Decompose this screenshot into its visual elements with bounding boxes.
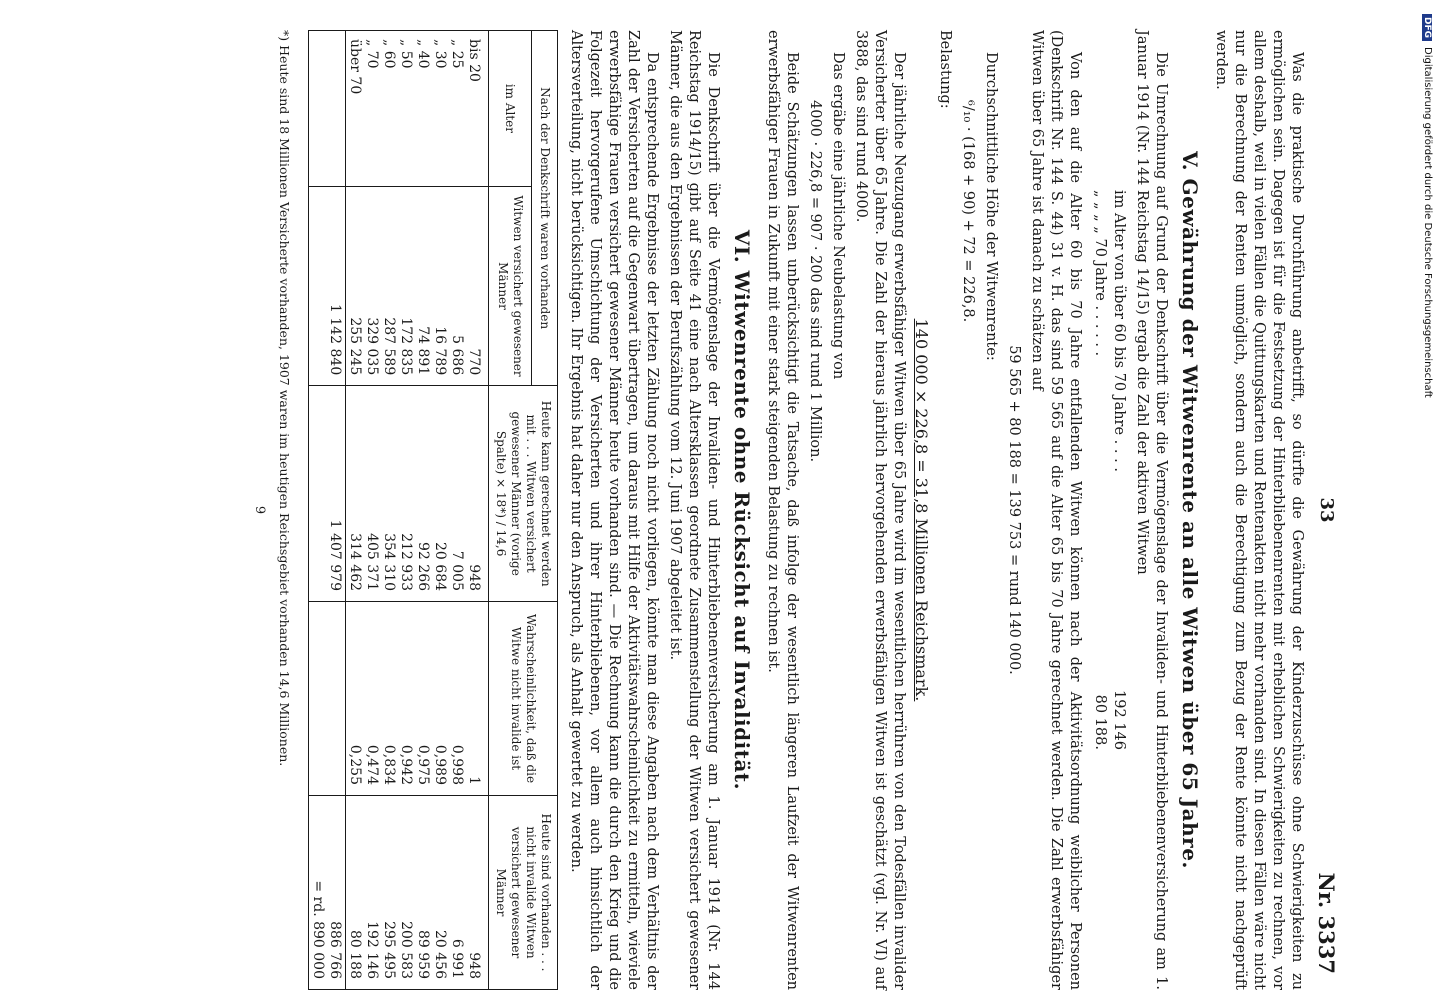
section-5-paragraph-1: Die Umrechnung auf Grund der Denkschrift über die Vermögenslage der Invaliden- und Hinterbliebenenversicherung am 1. Januar 1914 (Nr. 144 Reichstag 14/15) ergab die Zahl der aktiven Witwen	[1134, 30, 1169, 990]
dfg-logo: DFG	[1422, 14, 1432, 41]
cell-widows: 287 589	[380, 186, 397, 385]
cell-result: 80 188	[346, 795, 364, 989]
cell-widows: 16 789	[431, 186, 448, 385]
cell-result: 948	[465, 795, 489, 989]
digitization-text: Digitalisierung gefördert durch die Deutsche Forschungsgemeinschaft	[1422, 47, 1433, 398]
table-totals-row	[326, 31, 346, 990]
cell-widows: 74 891	[414, 186, 431, 385]
table-row	[380, 31, 397, 990]
cell-result: 192 146	[363, 795, 380, 989]
section-6-heading: VI. Witwenrente ohne Rücksicht auf Invalidität.	[730, 229, 754, 791]
cell-probability: 0,989	[431, 602, 448, 796]
cell-result: 200 583	[397, 795, 414, 989]
cell-age: über 70	[346, 31, 364, 187]
cell-result: 295 495	[380, 795, 397, 989]
cell-empty	[326, 31, 346, 187]
column-header-result: Heute sind vorhanden . . . nicht invalide Witwen versichert gewesener Männer	[489, 795, 558, 989]
cell-widows: 770	[465, 186, 489, 385]
cell-age: „ 25	[448, 31, 465, 187]
age-line-2	[1090, 190, 1109, 750]
cell-probability: 0,255	[346, 602, 364, 796]
load-label: Belastung:	[937, 30, 953, 109]
table-row	[346, 31, 364, 990]
column-header-widows: Witwen versichert gewesener Männer	[489, 186, 532, 385]
cell-age: „ 40	[414, 31, 431, 187]
age-line-value: 192 146	[1111, 690, 1127, 750]
cell-widows: 5 686	[448, 186, 465, 385]
widows-table	[308, 30, 558, 990]
table-row	[431, 31, 448, 990]
average-calculation: ⁶/₁₀ · (168 + 90) + 72 = 226,8.	[960, 100, 976, 323]
age-line-1	[1109, 190, 1128, 750]
table-row	[363, 31, 380, 990]
table-rounded-row	[309, 31, 327, 990]
table-row	[414, 31, 431, 990]
table-row	[465, 31, 489, 990]
cell-probability: 1	[465, 602, 489, 796]
sum-line: 59 565 + 80 188 = 139 753 = rund 140 000.	[1006, 345, 1022, 675]
cell-age: „ 70	[363, 31, 380, 187]
table-row	[397, 31, 414, 990]
cell-result: 20 456	[431, 795, 448, 989]
cell-age: „ 30	[431, 31, 448, 187]
age-line-label: „ „ „ „ 70 Jahre . . . . . .	[1092, 190, 1108, 357]
cell-today: 314 462	[346, 386, 364, 602]
cell-today: 7 005	[448, 386, 465, 602]
footnote: *) Heute sind 18 Millionen Versicherte vorhanden, 1907 waren im heutigen Reichsgebiet vorhanden 14,6 Millionen.	[277, 30, 292, 767]
cell-empty	[309, 602, 327, 796]
average-label: Durchschnittliche Höhe der Witwenrente:	[983, 52, 999, 361]
cell-probability: 0,834	[380, 602, 397, 796]
section-5-paragraph-3: Der jährliche Neuzugang erwerbsfähiger Witwen über 65 Jahre wird im wesentlichen herrühren von den Todesfällen invalider Versicherter über 65 Jahre. Die Zahl der hieraus jährlich hervorgehenden erwerbsfähigen Witwen ist geschätzt (vgl. Nr. VI) auf 3888, das sind rund 4000.	[853, 30, 907, 990]
page-header	[1306, 30, 1339, 990]
cell-widows: 255 245	[346, 186, 364, 385]
age-line-label: im Alter von über 60 bis 70 Jahre . . . .	[1111, 190, 1127, 472]
cell-today: 948	[465, 386, 489, 602]
cell-result: 89 959	[414, 795, 431, 989]
column-header-probability: Wahrscheinlichkeit, daß die Witwe nicht invalide ist	[489, 602, 558, 796]
digitization-note	[1422, 14, 1433, 398]
table-row	[448, 31, 465, 990]
cell-age: bis 20	[465, 31, 489, 187]
page-number: 33	[1316, 497, 1337, 523]
intro-paragraph: Was die praktische Durchführung anbetrifft, so dürfte die Gewährung der Kinderzuschüsse ohne Schwierigkeiten zu ermöglichen sein. Dagegen ist für die Festsetzung der Hinterbliebenenrenten mit erheblichen Schwierigkeiten zu rechnen, vor allem deshalb, weil in vielen Fällen die Quittungskarten und Rentenakten nicht mehr vorhanden sind. In diesen Fällen wäre nicht nur die Berechnung der Renten unmöglich, sondern auch die Berechtigung zum Bezug der Rente könnte nicht nachgeprüft werden.	[1213, 30, 1305, 990]
column-header-age: im Alter	[489, 31, 532, 187]
cell-today: 92 266	[414, 386, 431, 602]
cell-widows: 329 035	[363, 186, 380, 385]
age-line-value: 80 188.	[1092, 694, 1108, 750]
cell-empty	[309, 31, 327, 187]
section-5-paragraph-5: Beide Schätzungen lassen unberücksichtigt die Tatsache, daß infolge der wesentlich längeren Laufzeit der Witwenrenten erwerbsfähiger Frauen in Zukunft mit einer stark steigenden Belastung zu rechnen ist.	[765, 30, 800, 990]
section-5-heading: V. Gewährung der Witwenrente an alle Witwen über 65 Jahre.	[1178, 151, 1202, 869]
table-body	[309, 31, 489, 990]
section-6-paragraph-1: Die Denkschrift über die Vermögenslage der Invaliden- und Hinterbliebenenversicherung am 1. Januar 1914 (Nr. 144 Reichstag 1914/15) gibt auf Seite 41 eine nach Altersklassen geordnete Zusammenstellung der Witwen versichert gewesener Männer, die aus den Ergebnissen der Berufszählung vom 12. Juni 1907 abgeleitet ist.	[667, 30, 721, 990]
page-footer-number: 9	[252, 505, 267, 515]
section-6-paragraph-2: Da entsprechende Ergebnisse der letzten Zählung noch nicht vorliegen, könnte man diese Angaben nach dem Verhältnis der Zahl der Versicherten auf die Gegenwart übertragen, um daraus mit Hilfe der Aktivitätswahrscheinlichkeit zu ermitteln, wieviele erwerbsfähige Frauen versichert gewesener Männer heute vorhanden sind. — Die Rechnung kann die durch den Krieg und die Folgezeit hervorgerufene Umschichtung der Versicherten und ihrer Hinterbliebenen, vor allem auch hinsichtlich der Altersverteilung, nicht berücksichtigen. Ihr Ergebnis hat daher nur den Anspruch, als Anhalt gewertet zu werden.	[568, 30, 660, 990]
cell-empty	[326, 602, 346, 796]
section-5-paragraph-4: Das ergäbe eine jährliche Neubelastung von	[830, 52, 846, 380]
cell-probability: 0,998	[448, 602, 465, 796]
cell-today: 354 310	[380, 386, 397, 602]
cell-probability: 0,975	[414, 602, 431, 796]
new-load-calculation: 4000 · 226,8 = 907 · 200 das sind rund 1 Million.	[807, 100, 823, 463]
section-5-paragraph-2: Von den auf die Alter 60 bis 70 Jahre entfallenden Witwen können nach der Aktivitätsordnung weiblicher Personen (Denkschrift Nr. 144 S. 44) 31 v. H. das sind 59 565 auf die Alter 65 bis 70 Jahre gerechnet werden. Die Zahl erwerbsfähiger Witwen über 65 Jahre ist danach zu schätzen auf	[1029, 30, 1083, 990]
cell-today: 20 684	[431, 386, 448, 602]
load-calculation: 140 000 × 226,8 = 31,8 Millionen Reichsmark.	[912, 318, 931, 702]
rounded-total: = rd. 890 000	[309, 795, 327, 989]
column-header-today: Heute kann gerechnet werden mit . . . Witwen versichert gewesener Männer (vorige Spalte) × 18*) / 14,6	[489, 386, 558, 602]
cell-today: 405 371	[363, 386, 380, 602]
cell-empty	[309, 386, 327, 602]
cell-today: 212 933	[397, 386, 414, 602]
total-result: 886 766	[326, 795, 346, 989]
total-widows: 1 142 840	[326, 186, 346, 385]
document-number: Nr. 3337	[1314, 872, 1339, 974]
cell-age: „ 60	[380, 31, 397, 187]
cell-probability: 0,474	[363, 602, 380, 796]
table-group-header: Nach der Denkschrift waren vorhanden	[531, 31, 557, 386]
cell-probability: 0,942	[397, 602, 414, 796]
cell-age: „ 50	[397, 31, 414, 187]
cell-widows: 172 835	[397, 186, 414, 385]
cell-empty	[309, 186, 327, 385]
document-page	[100, 30, 1340, 990]
total-today: 1 407 979	[326, 386, 346, 602]
cell-result: 6 991	[448, 795, 465, 989]
